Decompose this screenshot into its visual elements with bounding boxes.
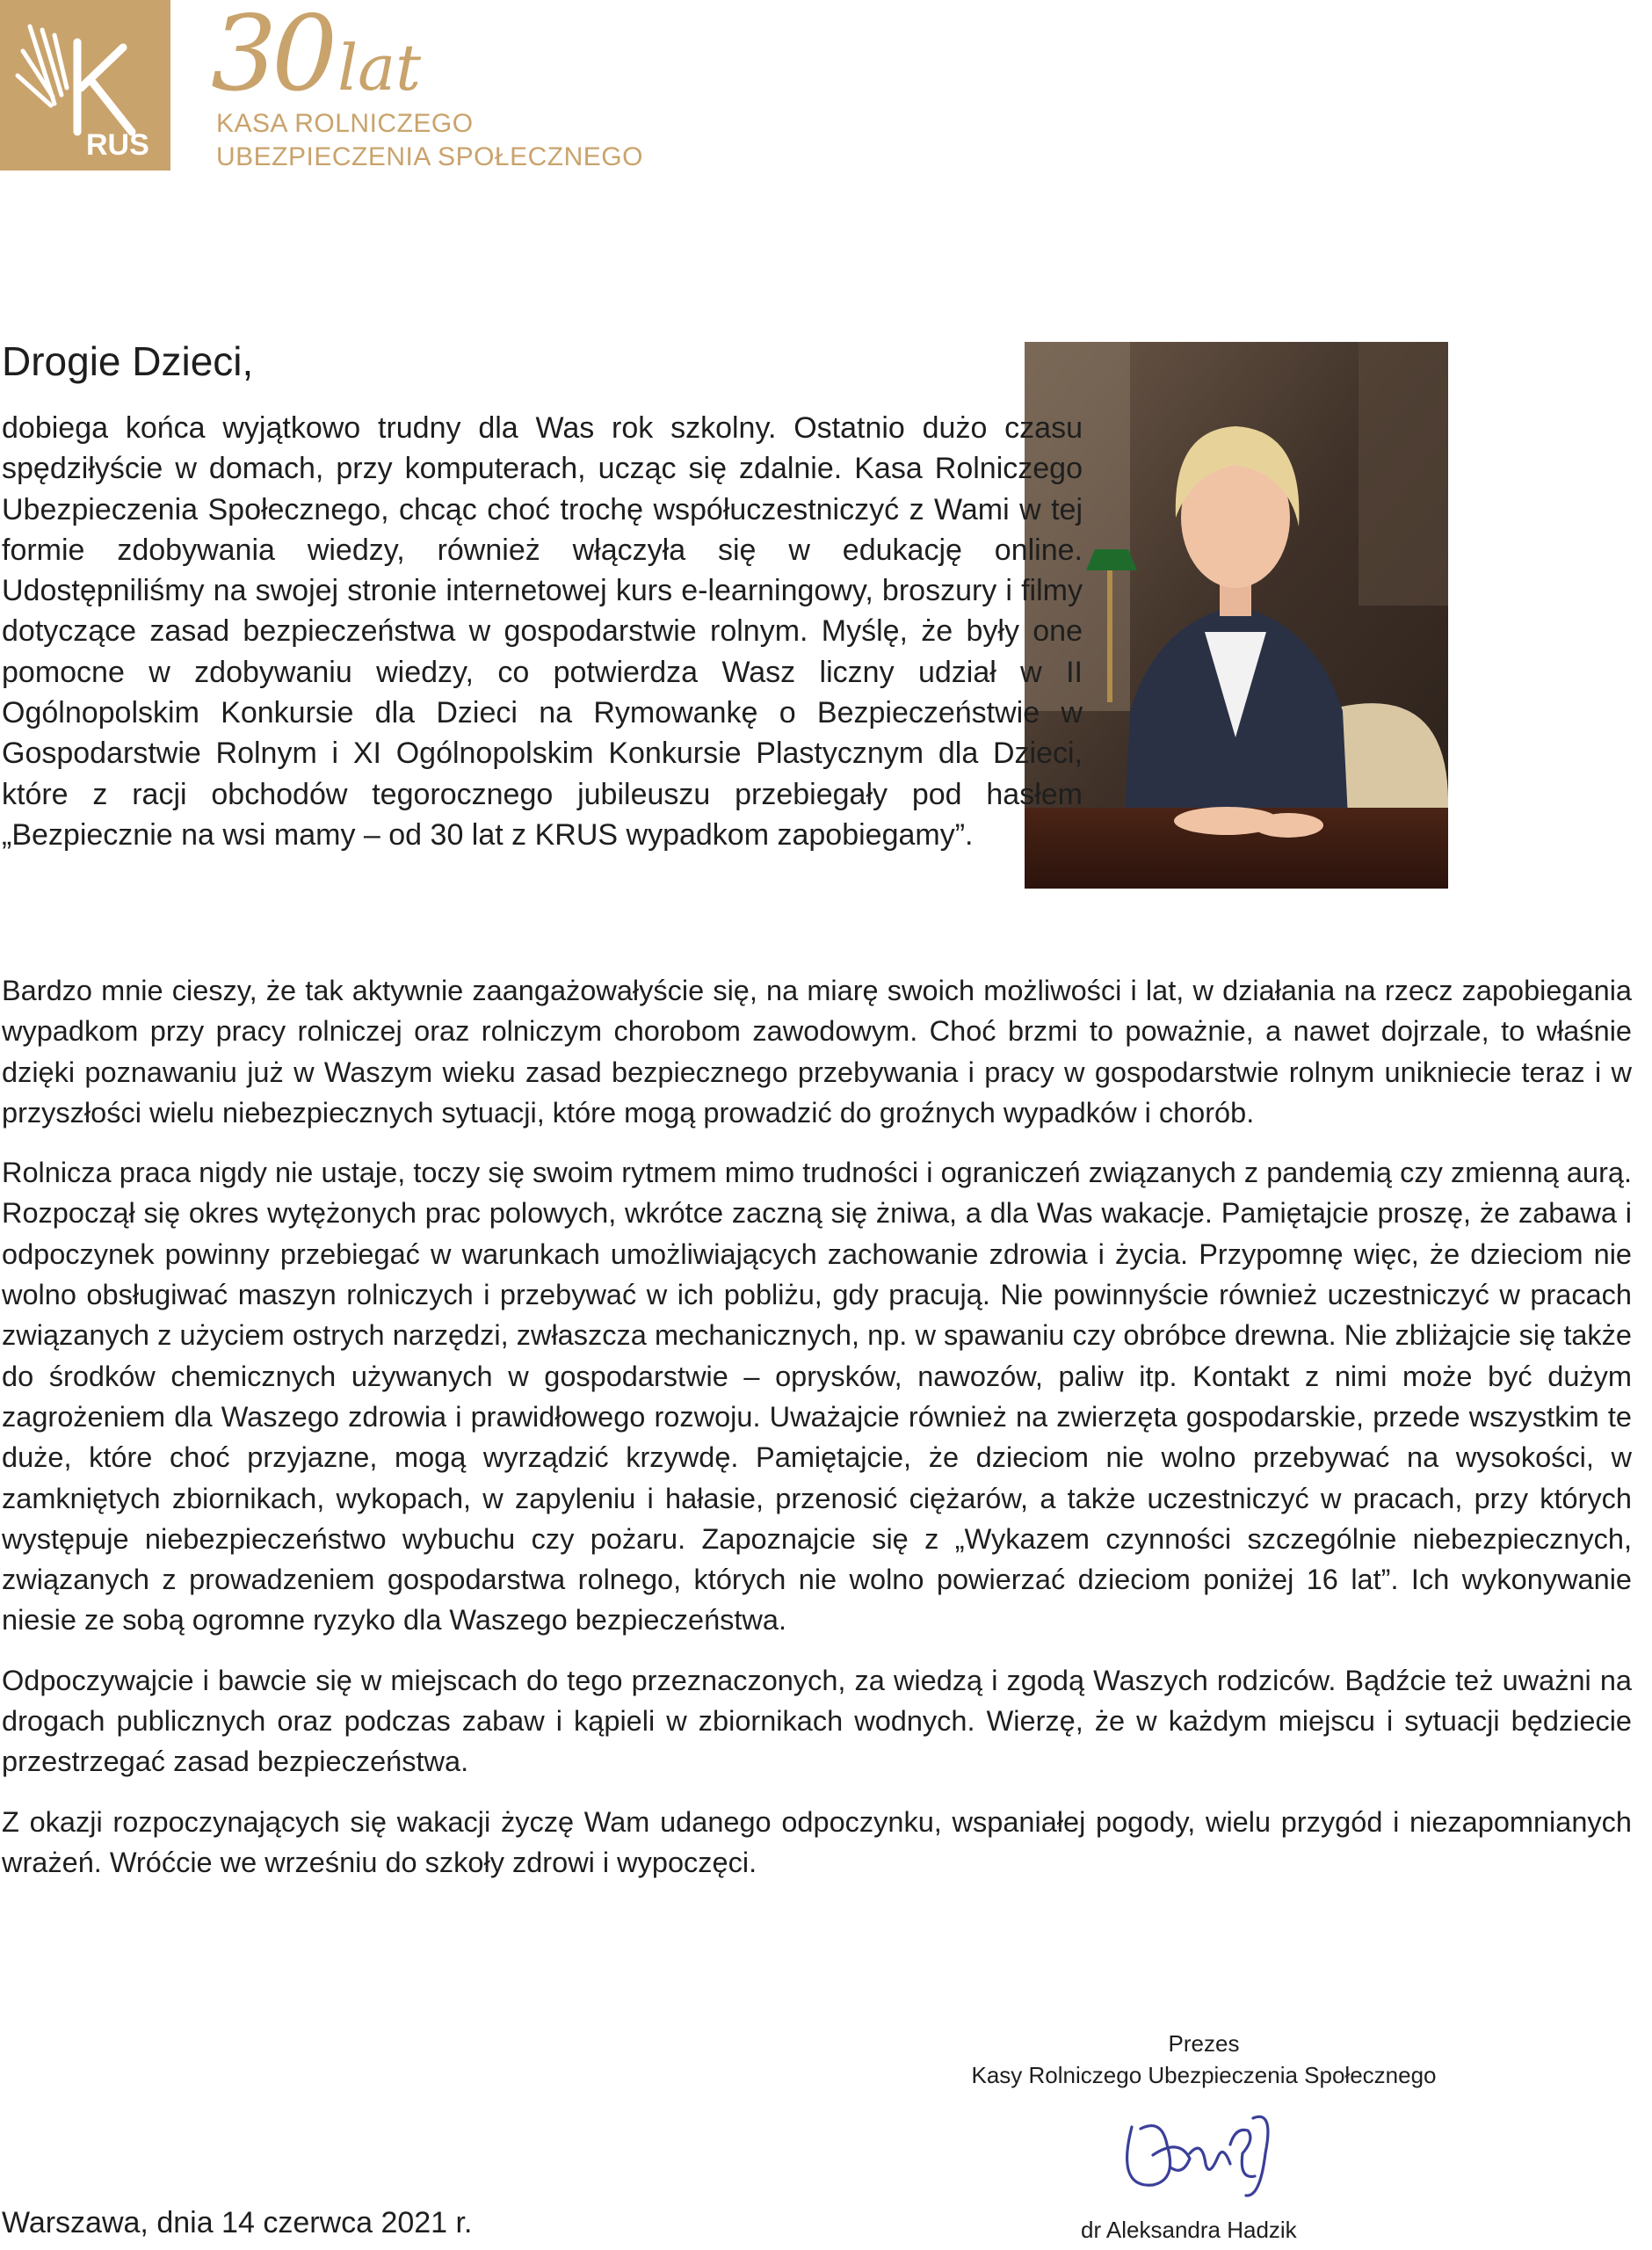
signatory-title: Prezes <box>1168 2030 1240 2057</box>
letter-greeting: Drogie Dzieci, <box>2 338 254 384</box>
signatory-organization: Kasy Rolniczego Ubezpieczenia Społecznego <box>971 2062 1437 2088</box>
krus-logo <box>0 0 170 171</box>
letter-paragraph: Z okazji rozpoczynających się wakacji życzę Wam udanego odpoczynku, wspaniałej pogody, wielu przygód i niezapomnianych wrażeń. Wróćcie we wrześniu do szkoły zdrowi i wypoczęci. <box>2 1805 1632 1878</box>
letter-paragraph: Bardzo mnie cieszy, że tak aktywnie zaangażowałyście się, na miarę swoich możliwości i lat, w działania na rzecz zapobiegania wypadkom przy pracy rolniczej oraz rolniczym chorobom zawodowym. Choć brzmi to poważnie, a nawet dojrzale, to właśnie dzięki poznawaniu już w Waszym wieku zasad bezpiecznego przebywania i pracy w gospodarstwie rolnym unikniecie teraz i w przyszłości wielu niebezpiecznych sytuacji, które mogą prowadzić do groźnych wypadków i chorób. <box>2 975 1632 1129</box>
svg-text:RUS: RUS <box>86 128 149 162</box>
krus-logo-mark-icon <box>0 0 170 171</box>
anniversary-word: lat <box>337 31 422 105</box>
letter-paragraph: Rolnicza praca nigdy nie ustaje, toczy się swoim rytmem mimo trudności i ograniczeń związanych z pandemią czy zmienną aurą. Rozpoczął się okres wytężonych prac polowych, wkrótce zaczną się żniwa, a dla Was wakacje. Pamiętajcie proszę, że zabawa i odpoczynek powinny przebiegać w warunkach umożliwiających zachowanie zdrowia i życia. Przypomnę więc, że dzieciom nie wolno obsługiwać maszyn rolniczych i przebywać w ich pobliżu, gdy pracują. Nie powinnyście również uczestniczyć w pracach związanych z użyciem ostrych narzędzi, zwłaszcza mechanicznych, np. w spawaniu czy obróbce drewna. Nie zbliżajcie się także do środków chemicznych używanych w gospodarstwie – oprysków, nawozów, paliw itp. Kontakt z nimi może być dużym zagrożeniem dla Waszego zdrowia i prawidłowego rozwoju. Uważajcie również na zwierzęta gospodarskie, przede wszystkim te duże, które choć przyjazne, mogą wyrządzić krzywdę. Pamiętajcie, że dzieciom nie wolno przebywać na wysokości, w zamkniętych zbiornikach, wykopach, w zapyleniu i hałasie, przenosić ciężarów, a także uczestniczyć w pracach, przy których występuje niebezpieczeństwo wybuchu czy pożaru. Zapoznajcie się z „Wykazem czynności szczególnie niebezpiecznych, związanych z prowadzeniem gospodarstwa rolnego, których nie wolno powierzać dzieciom poniżej 16 lat”. Ich wykonywanie niesie ze sobą ogromne ryzyko dla Waszego bezpieczeństwa. <box>2 1157 1632 1637</box>
letter-intro-paragraph: dobiega końca wyjątkowo trudny dla Was rok szkolny. Ostatnio dużo czasu spędziłyście w domach, przy komputerach, ucząc się zdalnie. Kasa Rolniczego Ubezpieczenia Społecznego, chcąc choć trochę współuczestniczyć z Wami w tej formie zdobywania wiedzy, również włączyła się w edukację online. Udostępniliśmy na swojej stronie internetowej kurs e-learningowy, broszury i filmy dotyczące zasad bezpieczeństwa w gospodarstwie rolnym. Myślę, że były one pomocne w zdobywaniu wiedzy, co potwierdza Wasz liczny udział w II Ogólnopolskim Konkursie dla Dzieci na Rymowankę o Bezpieczeństwie w Gospodarstwie Rolnym i XI Ogólnopolskim Konkursie Plastycznym dla Dzieci, które z racji obchodów tegorocznego jubileuszu przebiegały pod hasłem „Bezpiecznie na wsi mamy – od 30 lat z KRUS wypadkom zapobiegamy”. <box>2 411 1083 852</box>
anniversary-mark <box>211 0 422 114</box>
portrait-photo <box>1025 342 1448 889</box>
org-name-line-1: KASA ROLNICZEGO <box>216 109 474 138</box>
portrait-image <box>1025 342 1448 889</box>
handwritten-signature <box>1098 2092 1309 2206</box>
signatory-name: dr Aleksandra Hadzik <box>1081 2217 1297 2243</box>
letter-body <box>2 970 1632 1902</box>
org-name-line-2: UBEZPIECZENIA SPOŁECZNEGO <box>216 142 643 171</box>
letter-paragraph: Odpoczywajcie i bawcie się w miejscach do tego przeznaczonych, za wiedzą i zgodą Waszych rodziców. Bądźcie też uważni na drogach publicznych oraz podczas zabaw i kąpieli w zbiornikach wodnych. Wierzę, że w każdym miejscu i sytuacji będziecie przestrzegać zasad bezpieczeństwa. <box>2 1664 1632 1778</box>
anniversary-number: 30 <box>211 0 333 114</box>
place-and-date: Warszawa, dnia 14 czerwca 2021 r. <box>2 2206 473 2239</box>
